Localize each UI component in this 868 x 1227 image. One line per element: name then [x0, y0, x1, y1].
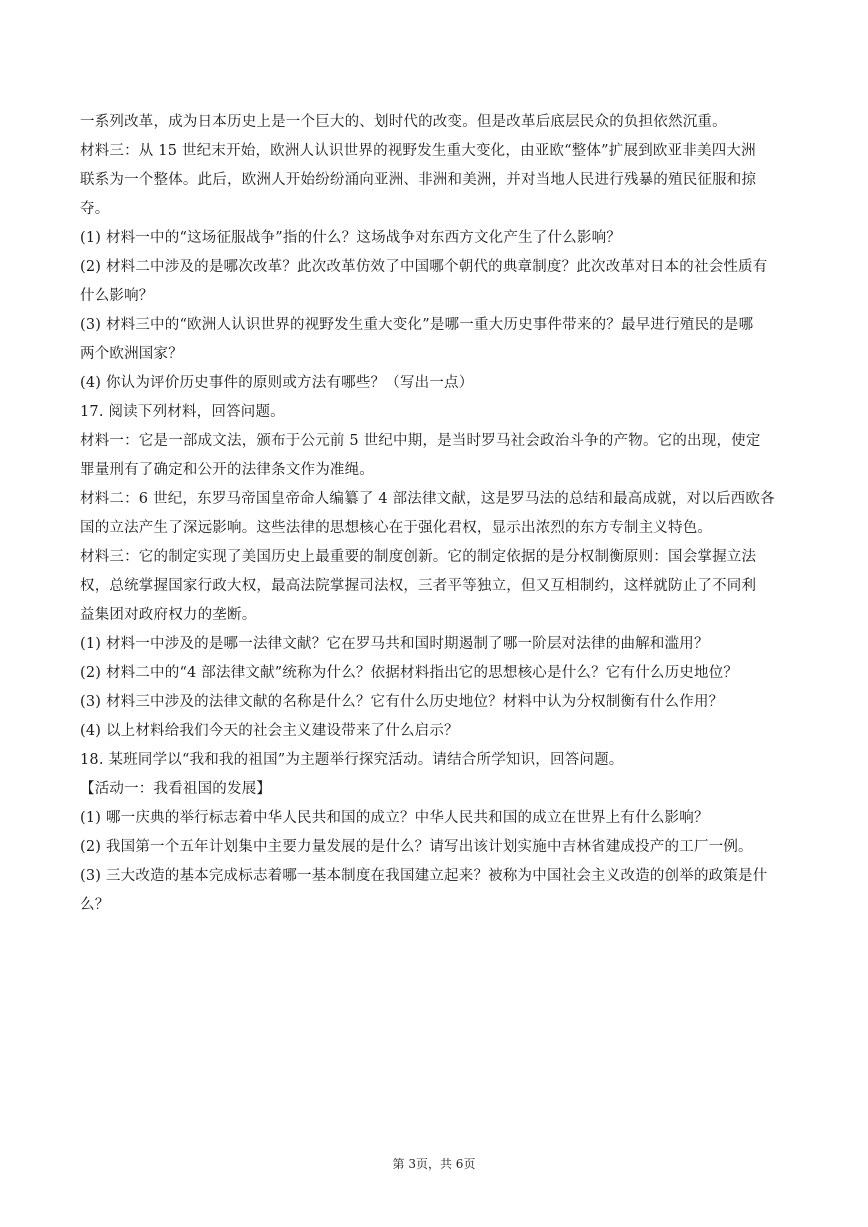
text-line: (2) 材料二中的“4 部法律文献”统称为什么？依据材料指出它的思想核心是什么？它有什么历史地位？	[80, 665, 739, 681]
text-line: 材料三：它的制定实现了美国历史上最重要的制度创新。它的制定依据的是分权制衡原则：国会掌握立法	[80, 549, 757, 565]
text-line: 罪量刑有了确定和公开的法律条文作为准绳。	[80, 462, 374, 478]
text-line: (1) 哪一庆典的举行标志着中华人民共和国的成立？中华人民共和国的成立在世界上有什么影响？	[80, 810, 709, 826]
text-line: (3) 材料三中涉及的法律文献的名称是什么？它有什么历史地位？材料中认为分权制衡有什么作用？	[80, 694, 724, 710]
text-line: 联系为一个整体。此后，欧洲人开始纷纷涌向亚洲、非洲和美洲，并对当地人民进行残暴的殖民征服和掠	[80, 172, 757, 188]
text-line: (3) 三大改造的基本完成标志着哪一基本制度在我国建立起来？被称为中国社会主义改造的创举的政策是什	[80, 868, 768, 884]
text-line: 国的立法产生了深远影响。这些法律的思想核心在于强化君权，显示出浓烈的东方专制主义特色。	[80, 520, 713, 536]
text-line: 材料三：从 15 世纪末开始，欧洲人认识世界的视野发生重大变化，由亚欧“整体”扩展到欧亚非美四大洲	[80, 143, 756, 159]
text-line: (3) 材料三中的“欧洲人认识世界的视野发生重大变化”是哪一重大历史事件带来的？最早进行殖民的是哪	[80, 317, 754, 333]
text-line: (4) 你认为评价历史事件的原则或方法有哪些？（写出一点）	[80, 375, 474, 391]
text-line: 17. 阅读下列材料，回答问题。	[80, 404, 285, 420]
text-line: (4) 以上材料给我们今天的社会主义建设带来了什么启示？	[80, 723, 459, 739]
text-line: 材料二：6 世纪，东罗马帝国皇帝命人编纂了 4 部法律文献，这是罗马法的总结和最高成就，对以后西欧各	[80, 491, 775, 507]
text-line: (1) 材料一中的“这场征服战争”指的什么？这场战争对东西方文化产生了什么影响？	[80, 230, 621, 246]
text-line: 18. 某班同学以“我和我的祖国”为主题举行探究活动。请结合所学知识，回答问题。	[80, 752, 624, 768]
document-body	[80, 108, 792, 920]
text-line: (2) 材料二中涉及的是哪次改革？此次改革仿效了中国哪个朝代的典章制度？此次改革对日本的社会性质有	[80, 259, 768, 275]
text-line: 【活动一：我看祖国的发展】	[80, 781, 272, 797]
text-line: 两个欧洲国家？	[80, 346, 183, 362]
text-line: (1) 材料一中涉及的是哪一法律文献？它在罗马共和国时期遏制了哪一阶层对法律的曲解和滥用？	[80, 636, 709, 652]
text-line: 什么影响？	[80, 288, 154, 304]
text-line: 益集团对政府权力的垄断。	[80, 607, 257, 623]
text-line: 一系列改革，成为日本历史上是一个巨大的、划时代的改变。但是改革后底层民众的负担依然沉重。	[80, 114, 727, 130]
text-line: 材料一：它是一部成文法，颁布于公元前 5 世纪中期，是当时罗马社会政治斗争的产物。它的出现，使定	[80, 433, 761, 449]
text-line: (2) 我国第一个五年计划集中主要力量发展的是什么？请写出该计划实施中吉林省建成投产的工厂一例。	[80, 839, 753, 855]
text-line: 夺。	[80, 201, 110, 217]
text-line: 么？	[80, 897, 110, 913]
page-footer: 第 3页，共 6页	[392, 1157, 476, 1171]
text-line: 权，总统掌握国家行政大权，最高法院掌握司法权，三者平等独立，但又互相制约，这样就防止了不同利	[80, 578, 757, 594]
